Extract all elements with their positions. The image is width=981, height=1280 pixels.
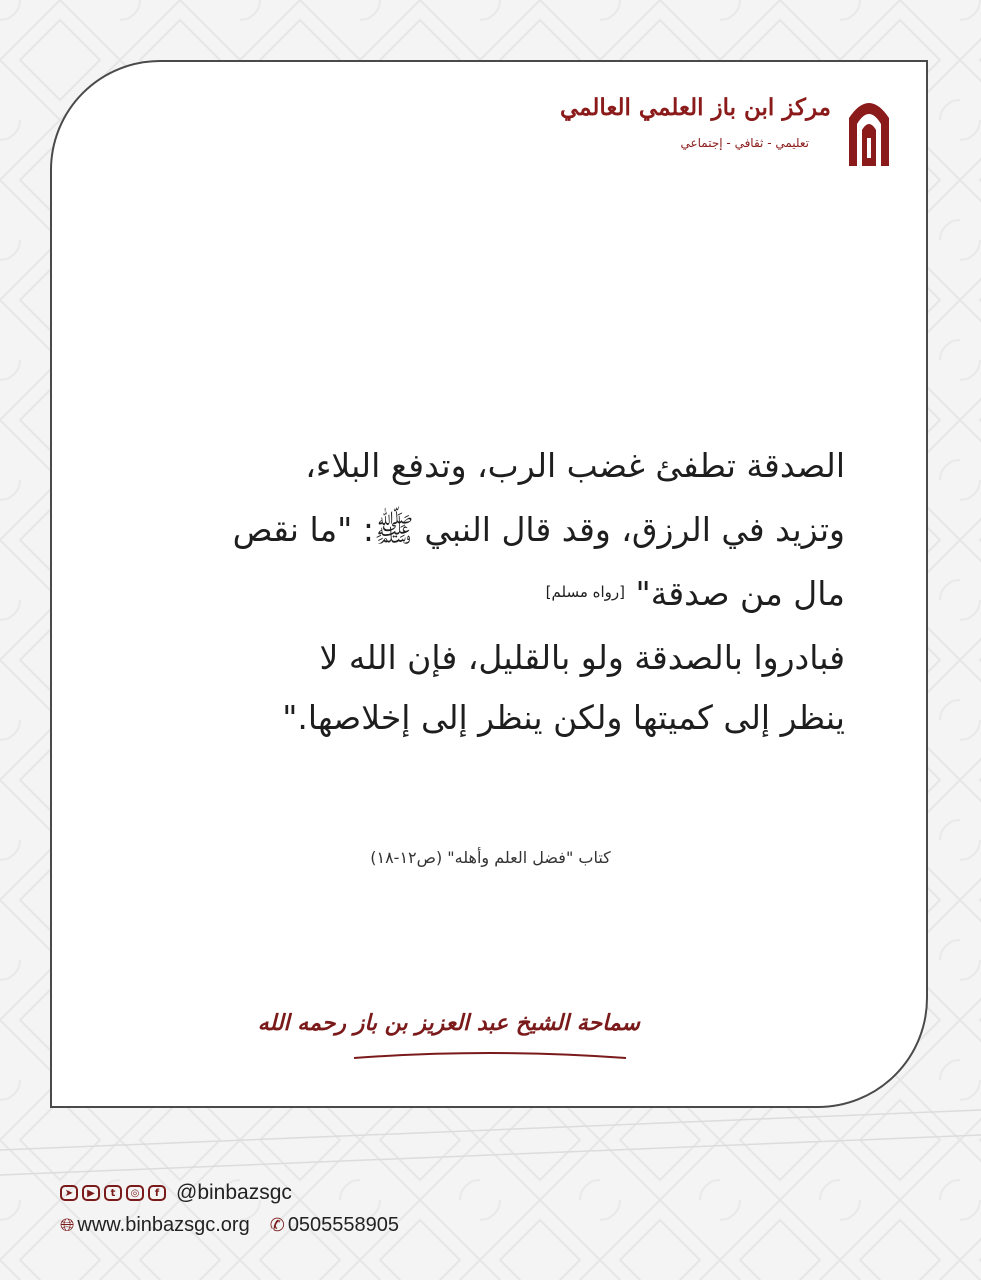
social-row [60, 1180, 292, 1206]
whatsapp-icon: ✆ [269, 1214, 285, 1235]
telegram-icon[interactable]: ➤ [60, 1185, 78, 1201]
website-link[interactable]: www.binbazsgc.org [77, 1213, 250, 1236]
logo-subtitle: تعليمي - ثقافي - إجتماعي [680, 136, 809, 150]
contact-row [60, 1212, 399, 1238]
quote-line-3 [125, 574, 845, 613]
hadith-reference: [رواه مسلم] [545, 583, 626, 601]
signature-flourish [350, 1050, 630, 1062]
quote-line-3-text: مال من صدقة" [635, 574, 845, 613]
youtube-icon[interactable]: ▶ [82, 1185, 100, 1201]
signature: سماحة الشيخ عبد العزيز بن باز رحمه الله [257, 1010, 640, 1036]
social-handle[interactable]: @binbazsgc [176, 1181, 292, 1204]
quote-line-2: وتزيد في الرزق، وقد قال النبي ﷺ: "ما نقص [232, 510, 845, 549]
phone-number[interactable]: 0505558905 [287, 1213, 400, 1236]
quote-line-4: فبادروا بالصدقة ولو بالقليل، فإن الله لا [319, 638, 845, 677]
quote-line-1: الصدقة تطفئ غضب الرب، وتدفع البلاء، [305, 446, 845, 485]
mosque-emblem-icon [843, 88, 895, 168]
facebook-icon[interactable]: f [148, 1185, 166, 1201]
twitter-icon[interactable]: t [104, 1185, 122, 1201]
book-source: كتاب "فضل العلم وأهله" (ص١٢-١٨) [370, 848, 611, 867]
globe-icon: 🌐︎ [60, 1214, 75, 1235]
instagram-icon[interactable]: ◎ [126, 1185, 144, 1201]
logo-title: مركز ابن باز العلمي العالمي [559, 94, 831, 121]
quote-line-5: ينظر إلى كميتها ولكن ينظر إلى إخلاصها." [282, 698, 845, 737]
logo [559, 88, 895, 174]
